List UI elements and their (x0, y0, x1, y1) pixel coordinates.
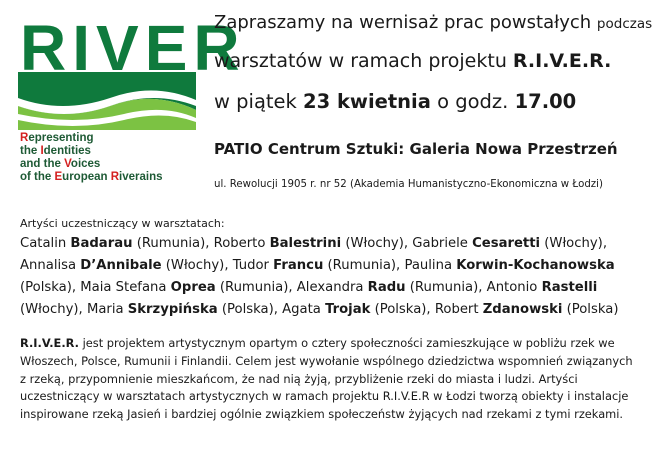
project-line: warsztatów w ramach projektu R.I.V.E.R. (214, 50, 612, 72)
project-description: R.I.V.E.R. jest projektem artystycznym opartym o cztery społeczności zamieszkujące w pobliżu rzek we Włoszech, Polsce, Rumunii i Finlandii. Celem jest wywołanie wspólnego dziedzictwa wspomnień związanych z rzeką, przypomnienie mieszkańcom, że nad nią żyją, przybliżenie rzeki do miasta i ludzi. Artyści uczestniczący w warsztatach artystycznych w ramach projektu R.I.V.E.R w Łodzi tworzą obiekty i instalacje inspirowane rzeką Jasień i bardziej ogólnie związkiem społeczeństw żyjących nad rzekami z tymi rzekami. (20, 336, 633, 422)
artist-item: Annalisa D’Annibale (Włochy), (20, 258, 233, 273)
artist-item: Catalin Badarau (Rumunia), (20, 236, 214, 251)
artist-item: Antonio Rastelli (Włochy), (20, 280, 598, 317)
date-line: w piątek 23 kwietnia o godz. 17.00 (214, 90, 577, 113)
logo-tagline (20, 132, 163, 184)
logo-title: RIVER (20, 12, 246, 84)
tagline-line-2: the Identities (20, 145, 91, 157)
artist-item: Robert Zdanowski (Polska) (434, 302, 619, 317)
artists-list (20, 233, 640, 321)
invitation-line: Zapraszamy na wernisaż prac powstałych podczas (214, 12, 652, 33)
artist-item: Maria Skrzypińska (Polska), (86, 302, 283, 317)
tagline-line-4: of the European Riverains (20, 171, 163, 183)
artist-item: Agata Trojak (Polska), (282, 302, 435, 317)
venue: PATIO Centrum Sztuki: Galeria Nowa Przestrzeń (214, 140, 618, 158)
artist-item: Paulina Korwin-Kochanowska (Polska), (20, 258, 615, 295)
river-logo (14, 12, 246, 194)
artist-item: Maia Stefana Oprea (Rumunia), (80, 280, 297, 295)
artist-item: Roberto Balestrini (Włochy), (213, 236, 413, 251)
tagline-line-1: Representing (20, 132, 94, 144)
tagline-line-3: and the Voices (20, 158, 101, 170)
artists-heading: Artyści uczestniczący w warsztatach: (20, 217, 225, 230)
artist-item: Tudor Francu (Rumunia), (232, 258, 405, 273)
address: ul. Rewolucji 1905 r. nr 52 (Akademia Humanistyczno-Ekonomiczna w Łodzi) (214, 179, 603, 190)
artist-item: Alexandra Radu (Rumunia), (296, 280, 487, 295)
artist-item: Gabriele Cesaretti (Włochy), (412, 236, 608, 251)
